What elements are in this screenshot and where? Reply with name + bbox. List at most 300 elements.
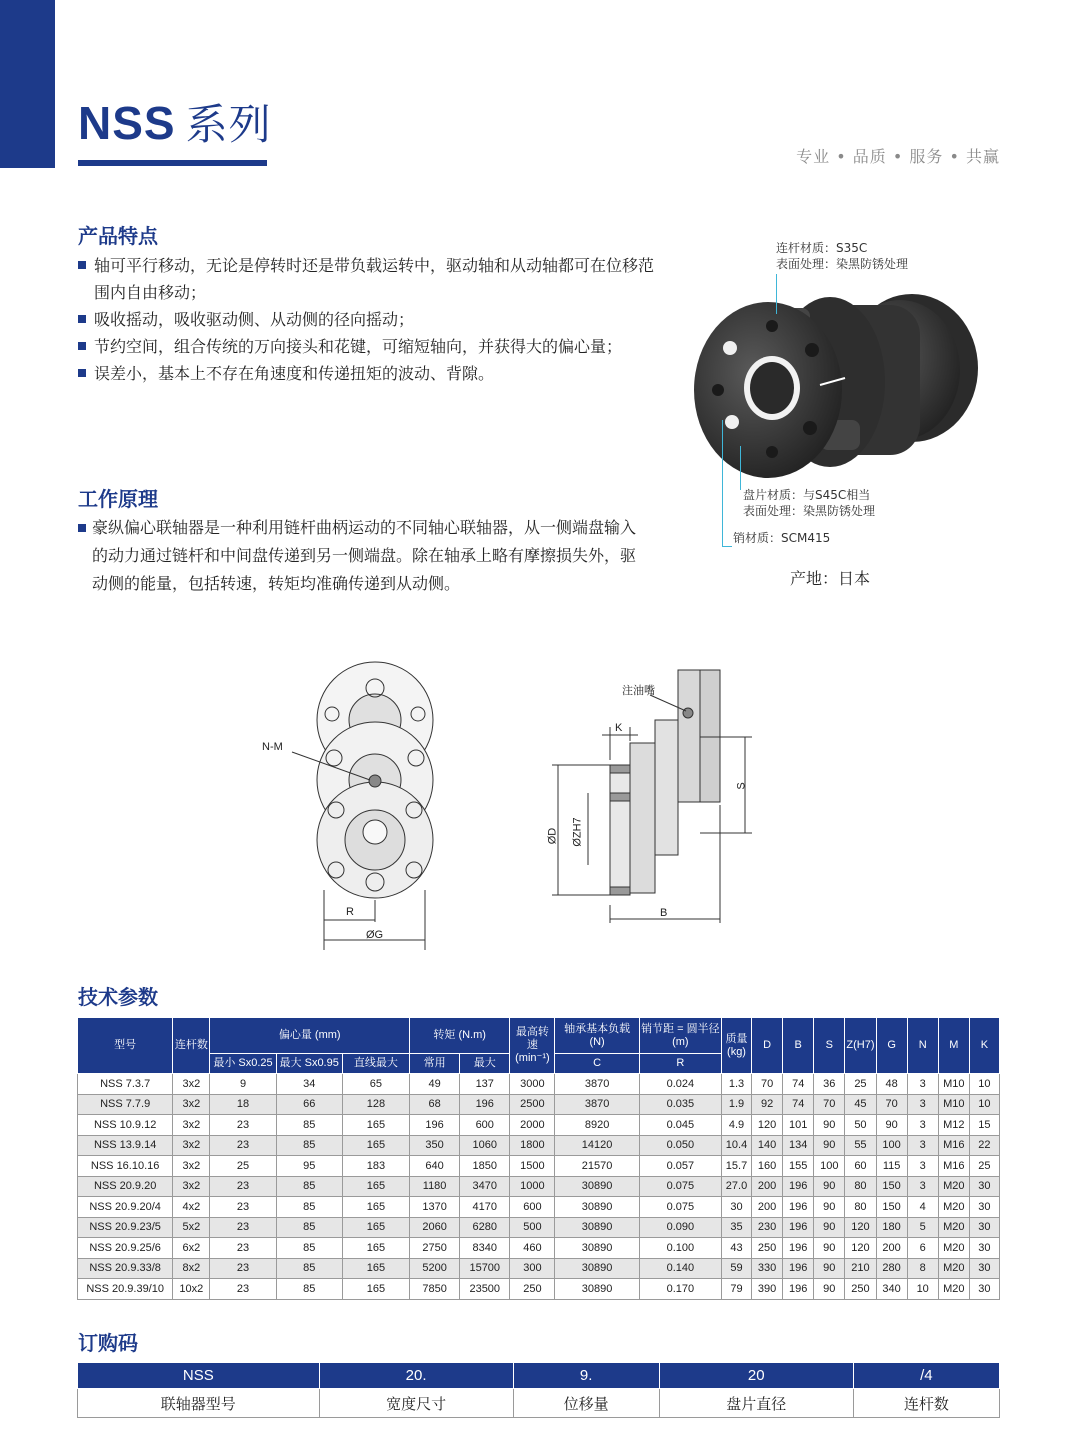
table-cell: 0.090 (639, 1217, 721, 1238)
table-cell: 65 (342, 1074, 409, 1095)
table-cell: 70 (876, 1094, 907, 1115)
table-cell: 30890 (555, 1279, 639, 1300)
table-cell: 1800 (510, 1135, 555, 1156)
origin-label: 产地：日本 (790, 569, 871, 588)
table-cell: 6 (907, 1238, 938, 1259)
table-cell: 7850 (410, 1279, 460, 1300)
table-cell: 23500 (460, 1279, 510, 1300)
table-cell: NSS 10.9.12 (78, 1115, 173, 1136)
table-cell: 85 (276, 1135, 342, 1156)
table-cell: 9 (210, 1074, 276, 1095)
col-b: B (783, 1018, 814, 1074)
table-cell: 23 (210, 1135, 276, 1156)
table-row (78, 1094, 1000, 1115)
table-cell: 0.050 (639, 1135, 721, 1156)
label-nm: N-M (262, 741, 283, 753)
table-cell: 128 (342, 1094, 409, 1115)
table-cell: 74 (783, 1074, 814, 1095)
table-cell: M20 (938, 1197, 969, 1218)
table-cell: M20 (938, 1258, 969, 1279)
table-cell: 120 (845, 1217, 876, 1238)
table-cell: 50 (845, 1115, 876, 1136)
table-cell: 60 (845, 1156, 876, 1177)
table-cell: 8x2 (173, 1258, 210, 1279)
callout-pin-leader-h (722, 546, 732, 547)
table-cell: 2000 (510, 1115, 555, 1136)
table-cell: 80 (845, 1197, 876, 1218)
callout-disc (743, 487, 875, 519)
col-torque: 转矩 (N.m) (410, 1018, 510, 1054)
table-cell: 183 (342, 1156, 409, 1177)
col-bearing (555, 1018, 639, 1054)
table-cell: 300 (510, 1258, 555, 1279)
table-cell: 3x2 (173, 1074, 210, 1095)
table-cell: 30 (969, 1258, 999, 1279)
table-row (78, 1279, 1000, 1300)
table-cell: 5 (907, 1217, 938, 1238)
table-cell: 4x2 (173, 1197, 210, 1218)
table-cell: 200 (752, 1176, 783, 1197)
table-cell: 90 (814, 1176, 845, 1197)
table-cell: 340 (876, 1279, 907, 1300)
label-z: ØZH7 (571, 817, 584, 847)
table-cell: 0.057 (639, 1156, 721, 1177)
label-g: ØG (366, 929, 384, 941)
table-cell: 165 (342, 1115, 409, 1136)
table-cell: M20 (938, 1238, 969, 1259)
table-cell: 230 (752, 1217, 783, 1238)
table-cell: 0.024 (639, 1074, 721, 1095)
feature-item: 轴可平行移动，无论是停转时还是带负载运转中，驱动轴和从动轴都可在位移范围内自由移动； (78, 252, 668, 306)
table-cell: 80 (845, 1176, 876, 1197)
table-cell: 90 (814, 1238, 845, 1259)
table-cell: 1.9 (721, 1094, 751, 1115)
table-cell: 165 (342, 1238, 409, 1259)
table-cell: 3870 (555, 1074, 639, 1095)
col-g: G (876, 1018, 907, 1074)
page-title (78, 92, 272, 152)
order-code-diameter: 20 (659, 1363, 853, 1389)
table-cell: 350 (410, 1135, 460, 1156)
table-cell: 6280 (460, 1217, 510, 1238)
table-cell: 4170 (460, 1197, 510, 1218)
table-cell: 23 (210, 1217, 276, 1238)
table-cell: NSS 20.9.20 (78, 1176, 173, 1197)
table-cell: 1850 (460, 1156, 510, 1177)
table-cell: NSS 20.9.23/5 (78, 1217, 173, 1238)
table-cell: 90 (814, 1279, 845, 1300)
col-d: D (752, 1018, 783, 1074)
table-cell: M20 (938, 1279, 969, 1300)
table-cell: 85 (276, 1115, 342, 1136)
page-title-main: NSS (78, 97, 176, 149)
table-cell: 85 (276, 1258, 342, 1279)
table-cell: 90 (814, 1197, 845, 1218)
table-cell: 100 (876, 1135, 907, 1156)
table-cell: M10 (938, 1074, 969, 1095)
side-view-drawing (540, 665, 770, 925)
table-cell: 8 (907, 1258, 938, 1279)
table-cell: NSS 20.9.25/6 (78, 1238, 173, 1259)
page-title-series: 系列 (185, 100, 272, 149)
label-s: S (735, 782, 748, 790)
table-cell: M20 (938, 1176, 969, 1197)
table-cell: 3470 (460, 1176, 510, 1197)
table-cell: 27.0 (721, 1176, 751, 1197)
order-code-links: /4 (853, 1363, 999, 1389)
table-cell: 30890 (555, 1197, 639, 1218)
col-mass (721, 1018, 751, 1074)
col-z: Z(H7) (845, 1018, 876, 1074)
col-bearing-unit: (N) (589, 1035, 605, 1048)
table-cell: 0.045 (639, 1115, 721, 1136)
table-cell: NSS 7.3.7 (78, 1074, 173, 1095)
table-cell: 30 (969, 1176, 999, 1197)
features-list (78, 252, 668, 387)
table-cell: 1060 (460, 1135, 510, 1156)
table-cell: 250 (845, 1279, 876, 1300)
table-cell: 15.7 (721, 1156, 751, 1177)
table-cell: 21570 (555, 1156, 639, 1177)
callout-link-surface: 表面处理：染黑防锈处理 (776, 257, 909, 271)
table-cell: 250 (510, 1279, 555, 1300)
callout-link-material: 连杆材质：S35C (776, 241, 868, 255)
col-pitch-label: 销节距 = 圆半径 (641, 1022, 720, 1035)
table-cell: 30890 (555, 1176, 639, 1197)
order-meaning-width: 宽度尺寸 (319, 1389, 513, 1418)
table-cell: 45 (845, 1094, 876, 1115)
table-row (78, 1238, 1000, 1259)
table-cell: 23 (210, 1197, 276, 1218)
feature-item: 吸收摇动，吸收驱动侧、从动侧的径向摇动； (78, 306, 668, 333)
callout-link (776, 240, 908, 272)
table-cell: 165 (342, 1135, 409, 1156)
table-cell: 6x2 (173, 1238, 210, 1259)
table-cell: 8920 (555, 1115, 639, 1136)
col-pitch-sym: R (639, 1054, 721, 1074)
table-cell: 70 (814, 1094, 845, 1115)
col-speed (510, 1018, 555, 1074)
table-cell: 1370 (410, 1197, 460, 1218)
table-cell: 90 (814, 1135, 845, 1156)
principle-heading: 工作原理 (78, 487, 158, 511)
table-cell: 196 (783, 1258, 814, 1279)
table-cell: 150 (876, 1197, 907, 1218)
table-cell: 3 (907, 1074, 938, 1095)
table-cell: 25 (210, 1156, 276, 1177)
col-torque-normal: 常用 (410, 1054, 460, 1074)
table-cell: 85 (276, 1217, 342, 1238)
table-cell: 18 (210, 1094, 276, 1115)
table-cell: 1180 (410, 1176, 460, 1197)
table-cell: 196 (783, 1197, 814, 1218)
order-code-width: 20. (319, 1363, 513, 1389)
table-cell: 10 (969, 1074, 999, 1095)
table-cell: 2750 (410, 1238, 460, 1259)
col-eccentric: 偏心量 (mm) (210, 1018, 410, 1054)
table-cell: 30890 (555, 1238, 639, 1259)
order-meaning-model: 联轴器型号 (78, 1389, 320, 1418)
principle-text: 豪纵偏心联轴器是一种利用链杆曲柄运动的不同轴心联轴器，从一侧端盘输入的动力通过链杆和中间盘传递到另一侧端盘。除在轴承上略有摩擦损失外，驱动侧的能量，包括转速，转矩均准确传递到从动侧。 (78, 514, 638, 598)
specs-body (78, 1074, 1000, 1300)
table-cell: 200 (876, 1238, 907, 1259)
order-heading: 订购码 (78, 1331, 138, 1355)
table-cell: 196 (410, 1115, 460, 1136)
features-heading: 产品特点 (78, 224, 158, 248)
table-cell: 180 (876, 1217, 907, 1238)
table-cell: 3 (907, 1094, 938, 1115)
table-cell: 390 (752, 1279, 783, 1300)
table-cell: 3 (907, 1156, 938, 1177)
col-m: M (938, 1018, 969, 1074)
col-bearing-sym: C (555, 1054, 639, 1074)
table-cell: 59 (721, 1258, 751, 1279)
label-k: K (615, 722, 623, 734)
col-s: S (814, 1018, 845, 1074)
table-cell: 85 (276, 1238, 342, 1259)
table-cell: 92 (752, 1094, 783, 1115)
table-cell: 2500 (510, 1094, 555, 1115)
table-cell: 4 (907, 1197, 938, 1218)
feature-item: 节约空间，组合传统的万向接头和花键，可缩短轴向，并获得大的偏心量； (78, 333, 668, 360)
table-cell: 25 (969, 1156, 999, 1177)
table-cell: 120 (845, 1238, 876, 1259)
table-cell: M16 (938, 1135, 969, 1156)
table-cell: 34 (276, 1074, 342, 1095)
table-cell: 3870 (555, 1094, 639, 1115)
label-r: R (346, 906, 354, 918)
table-cell: 15 (969, 1115, 999, 1136)
table-cell: 79 (721, 1279, 751, 1300)
table-cell: 100 (814, 1156, 845, 1177)
order-code-table (77, 1362, 1000, 1418)
table-cell: NSS 7.7.9 (78, 1094, 173, 1115)
callout-disc-surface: 表面处理：染黑防锈处理 (743, 504, 876, 518)
table-cell: 30 (969, 1197, 999, 1218)
table-cell: 0.170 (639, 1279, 721, 1300)
table-cell: 74 (783, 1094, 814, 1115)
table-cell: 30 (721, 1197, 751, 1218)
table-cell: 85 (276, 1176, 342, 1197)
table-cell: 250 (752, 1238, 783, 1259)
order-code-offset: 9. (513, 1363, 659, 1389)
table-cell: 196 (783, 1279, 814, 1300)
table-cell: NSS 20.9.20/4 (78, 1197, 173, 1218)
table-cell: 196 (783, 1217, 814, 1238)
table-cell: 66 (276, 1094, 342, 1115)
table-cell: 3x2 (173, 1115, 210, 1136)
col-k: K (969, 1018, 999, 1074)
table-cell: 15700 (460, 1258, 510, 1279)
col-pitch (639, 1018, 721, 1054)
col-ecc-linear: 直线最大 (342, 1054, 409, 1074)
table-cell: 196 (460, 1094, 510, 1115)
table-cell: 200 (752, 1197, 783, 1218)
col-n: N (907, 1018, 938, 1074)
table-cell: 5x2 (173, 1217, 210, 1238)
table-cell: NSS 20.9.39/10 (78, 1279, 173, 1300)
order-meaning-diameter: 盘片直径 (659, 1389, 853, 1418)
col-ecc-max: 最大 Sx0.95 (276, 1054, 342, 1074)
table-cell: 3000 (510, 1074, 555, 1095)
table-cell: 4.9 (721, 1115, 751, 1136)
table-cell: 280 (876, 1258, 907, 1279)
corner-accent-bar (0, 0, 55, 168)
col-mass-label: 质量 (725, 1032, 748, 1045)
table-cell: 3x2 (173, 1094, 210, 1115)
table-cell: 165 (342, 1176, 409, 1197)
table-row (78, 1197, 1000, 1218)
table-cell: 30 (969, 1217, 999, 1238)
callout-disc-material: 盘片材质：与S45C相当 (743, 488, 871, 502)
table-cell: 460 (510, 1238, 555, 1259)
table-cell: 23 (210, 1176, 276, 1197)
table-cell: 8340 (460, 1238, 510, 1259)
table-cell: 0.075 (639, 1176, 721, 1197)
table-cell: 10.4 (721, 1135, 751, 1156)
table-cell: 3x2 (173, 1176, 210, 1197)
table-cell: 140 (752, 1135, 783, 1156)
order-code-model: NSS (78, 1363, 320, 1389)
table-cell: 23 (210, 1258, 276, 1279)
callout-link-leader (776, 274, 777, 314)
feature-item: 误差小，基本上不存在角速度和传递扭矩的波动、背隙。 (78, 360, 668, 387)
table-cell: 120 (752, 1115, 783, 1136)
table-cell: 101 (783, 1115, 814, 1136)
table-cell: M10 (938, 1094, 969, 1115)
table-cell: 2060 (410, 1217, 460, 1238)
table-cell: 155 (783, 1156, 814, 1177)
label-b: B (660, 907, 668, 919)
table-cell: 23 (210, 1279, 276, 1300)
table-cell: 600 (460, 1115, 510, 1136)
order-meaning-offset: 位移量 (513, 1389, 659, 1418)
table-cell: 3x2 (173, 1135, 210, 1156)
table-cell: 36 (814, 1074, 845, 1095)
table-cell: 10 (907, 1279, 938, 1300)
table-cell: 0.100 (639, 1238, 721, 1259)
table-cell: 0.140 (639, 1258, 721, 1279)
order-meaning-links: 连杆数 (853, 1389, 999, 1418)
table-cell: 134 (783, 1135, 814, 1156)
table-cell: 43 (721, 1238, 751, 1259)
table-cell: 10 (969, 1094, 999, 1115)
specs-heading: 技术参数 (78, 985, 158, 1009)
table-cell: 49 (410, 1074, 460, 1095)
table-cell: 90 (876, 1115, 907, 1136)
table-cell: 95 (276, 1156, 342, 1177)
table-cell: 150 (876, 1176, 907, 1197)
table-cell: M12 (938, 1115, 969, 1136)
table-row (78, 1156, 1000, 1177)
table-cell: 196 (783, 1176, 814, 1197)
table-cell: 35 (721, 1217, 751, 1238)
title-underline (78, 160, 267, 166)
table-cell: 5200 (410, 1258, 460, 1279)
table-cell: 0.075 (639, 1197, 721, 1218)
col-speed-label: 最高转速 (515, 1026, 549, 1051)
table-cell: 48 (876, 1074, 907, 1095)
table-cell: 137 (460, 1074, 510, 1095)
callout-pin (733, 530, 830, 546)
table-cell: 25 (845, 1074, 876, 1095)
product-photo (690, 290, 990, 480)
table-cell: 196 (783, 1238, 814, 1259)
col-mass-unit: (kg) (727, 1045, 746, 1058)
table-cell: 0.035 (639, 1094, 721, 1115)
table-cell: 1000 (510, 1176, 555, 1197)
table-cell: 165 (342, 1217, 409, 1238)
table-cell: 55 (845, 1135, 876, 1156)
table-cell: 165 (342, 1197, 409, 1218)
table-cell: 3x2 (173, 1156, 210, 1177)
table-cell: 1500 (510, 1156, 555, 1177)
label-d: ØD (546, 827, 559, 845)
table-row (78, 1217, 1000, 1238)
table-cell: 165 (342, 1258, 409, 1279)
table-cell: 90 (814, 1217, 845, 1238)
table-cell: 640 (410, 1156, 460, 1177)
label-oil-nipple: 注油嘴 (622, 685, 655, 697)
table-cell: 500 (510, 1217, 555, 1238)
table-cell: 3 (907, 1135, 938, 1156)
table-cell: NSS 20.9.33/8 (78, 1258, 173, 1279)
table-cell: NSS 13.9.14 (78, 1135, 173, 1156)
table-cell: 68 (410, 1094, 460, 1115)
table-cell: 90 (814, 1258, 845, 1279)
table-cell: 30890 (555, 1217, 639, 1238)
table-row (78, 1258, 1000, 1279)
table-cell: 23 (210, 1115, 276, 1136)
table-cell: 115 (876, 1156, 907, 1177)
table-cell: 30 (969, 1238, 999, 1259)
table-cell: 160 (752, 1156, 783, 1177)
table-row (78, 1176, 1000, 1197)
col-bearing-label: 轴承基本负载 (564, 1022, 631, 1035)
table-row (78, 1115, 1000, 1136)
table-cell: 330 (752, 1258, 783, 1279)
table-cell: 210 (845, 1258, 876, 1279)
col-speed-unit: (min⁻¹) (515, 1052, 550, 1064)
table-cell: 3 (907, 1115, 938, 1136)
col-ecc-min: 最小 Sx0.25 (210, 1054, 276, 1074)
table-cell: M16 (938, 1156, 969, 1177)
table-cell: 70 (752, 1074, 783, 1095)
table-cell: 85 (276, 1197, 342, 1218)
table-row (78, 1074, 1000, 1095)
table-cell: 90 (814, 1115, 845, 1136)
col-torque-max: 最大 (460, 1054, 510, 1074)
callout-pin-leader (722, 420, 723, 546)
slogan: 专业 • 品质 • 服务 • 共赢 (796, 147, 1000, 166)
table-cell: 3 (907, 1176, 938, 1197)
table-cell: NSS 16.10.16 (78, 1156, 173, 1177)
table-cell: 10x2 (173, 1279, 210, 1300)
table-cell: 85 (276, 1279, 342, 1300)
table-cell: M20 (938, 1217, 969, 1238)
table-cell: 165 (342, 1279, 409, 1300)
table-row (78, 1135, 1000, 1156)
table-cell: 14120 (555, 1135, 639, 1156)
specs-table (77, 1017, 1000, 1300)
col-links: 连杆数 (173, 1018, 210, 1074)
table-cell: 600 (510, 1197, 555, 1218)
col-model: 型号 (78, 1018, 173, 1074)
table-cell: 23 (210, 1238, 276, 1259)
table-cell: 30 (969, 1279, 999, 1300)
callout-pin-material: 销材质：SCM415 (733, 531, 831, 545)
col-pitch-unit: (m) (672, 1035, 689, 1048)
